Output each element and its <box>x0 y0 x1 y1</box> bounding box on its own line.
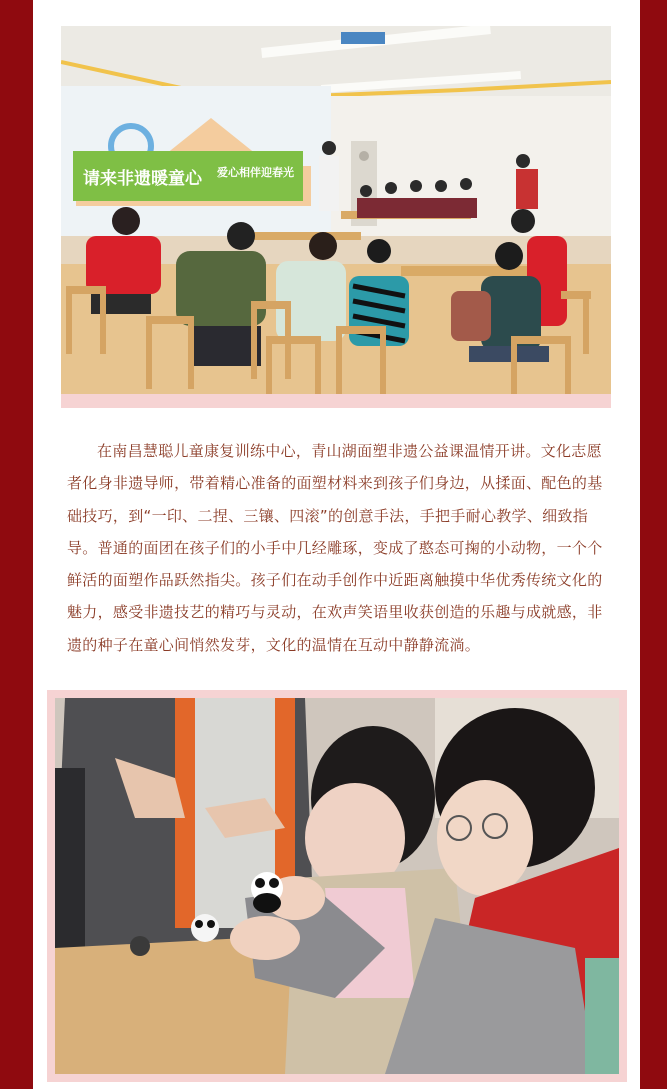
closeup-photo <box>55 698 619 1074</box>
article-page <box>33 0 640 1089</box>
article-paragraph: 在南昌慧聪儿童康复训练中心，青山湖面塑非遗公益课温情开讲。文化志愿者化身非遗导师，带着精心准备的面塑材料来到孩子们身边，从揉面、配色的基础技巧，到“一印、二捏、三镶、四滚”的创意手法，手把手耐心教学、细致指导。普通的面团在孩子们的小手中几经雕琢，变成了憨态可掬的小动物，一个个鲜活的面塑作品跃然指尖。孩子们在动手创作中近距离触摸中华优秀传统文化的魅力，感受非遗技艺的精巧与灵动，在欢声笑语里收获创造的乐趣与成就感，非遗的种子在童心间悄然发芽，文化的温情在互动中静静流淌。 <box>67 442 603 654</box>
closeup-illustration <box>55 698 619 1074</box>
banner-text-left: 请来非遗暖童心 <box>83 169 202 189</box>
classroom-photo <box>61 26 611 394</box>
classroom-illustration <box>61 26 611 394</box>
photo-frame-bottom <box>47 690 627 1082</box>
photo-frame-top <box>61 26 611 408</box>
banner-text-right: 爱心相伴迎春光 <box>217 166 294 179</box>
